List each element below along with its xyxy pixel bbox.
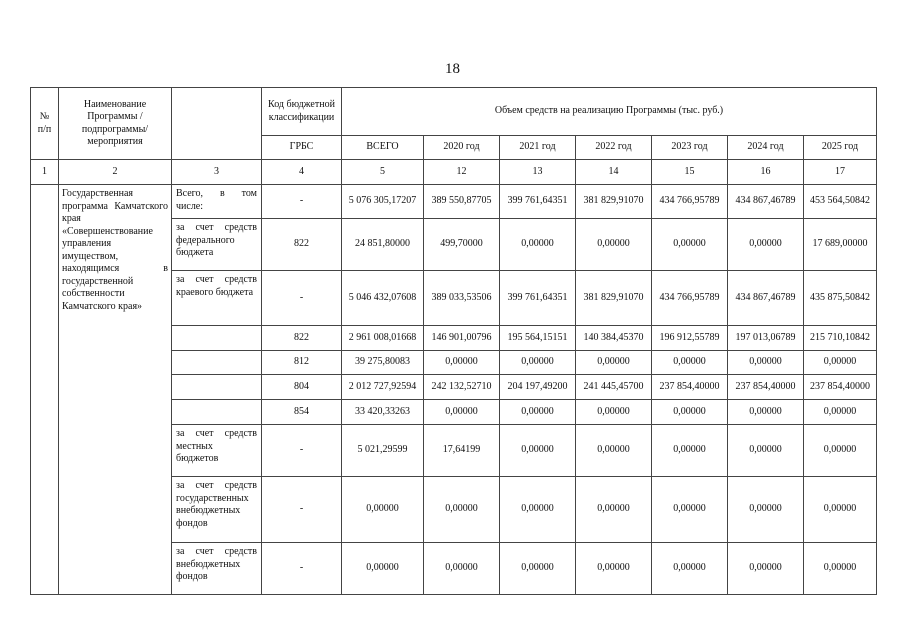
column-number: 4 — [262, 160, 342, 185]
total-value: 5 046 432,07608 — [342, 271, 424, 326]
grbs-code: 822 — [262, 326, 342, 351]
year-value: 0,00000 — [500, 219, 576, 271]
year-value: 0,00000 — [652, 477, 728, 543]
column-number: 16 — [728, 160, 804, 185]
grbs-code: - — [262, 185, 342, 219]
total-value: 33 420,33263 — [342, 400, 424, 425]
row-number-cell — [31, 185, 59, 595]
funding-source: за счет средств внебюджетных фондов — [172, 543, 262, 595]
budget-table — [30, 87, 877, 595]
funding-source: за счет средств государственных внебюджетных фондов — [172, 477, 262, 543]
year-value: 0,00000 — [728, 543, 804, 595]
year-value: 0,00000 — [728, 425, 804, 477]
year-value: 197 013,06789 — [728, 326, 804, 351]
grbs-code: 854 — [262, 400, 342, 425]
year-value: 434 867,46789 — [728, 271, 804, 326]
year-value: 215 710,10842 — [804, 326, 877, 351]
year-value: 0,00000 — [424, 543, 500, 595]
year-value: 0,00000 — [652, 543, 728, 595]
header-year: 2022 год — [576, 136, 652, 160]
year-value: 0,00000 — [576, 351, 652, 375]
year-value: 0,00000 — [576, 219, 652, 271]
header-grbs: ГРБС — [262, 136, 342, 160]
year-value: 0,00000 — [728, 351, 804, 375]
year-value: 237 854,40000 — [804, 375, 877, 400]
header-name: Наименование Программы /подпрограммы/ мероприятия — [59, 88, 172, 160]
header-code: Код бюджетной классификации — [262, 88, 342, 136]
page-number: 18 — [445, 61, 460, 77]
funding-source — [172, 400, 262, 425]
column-number: 13 — [500, 160, 576, 185]
column-number: 17 — [804, 160, 877, 185]
year-value: 499,70000 — [424, 219, 500, 271]
year-value: 0,00000 — [804, 477, 877, 543]
total-value: 2 012 727,92594 — [342, 375, 424, 400]
year-value: 237 854,40000 — [652, 375, 728, 400]
year-value: 0,00000 — [576, 477, 652, 543]
grbs-code: 812 — [262, 351, 342, 375]
year-value: 195 564,15151 — [500, 326, 576, 351]
year-value: 389 033,53506 — [424, 271, 500, 326]
column-number: 3 — [172, 160, 262, 185]
header-year: 2025 год — [804, 136, 877, 160]
year-value: 196 912,55789 — [652, 326, 728, 351]
grbs-code: - — [262, 477, 342, 543]
year-value: 0,00000 — [652, 219, 728, 271]
funding-source: за счет средств федерального бюджета — [172, 219, 262, 271]
total-value: 2 961 008,01668 — [342, 326, 424, 351]
header-year: 2020 год — [424, 136, 500, 160]
grbs-code: - — [262, 543, 342, 595]
year-value: 0,00000 — [424, 351, 500, 375]
funding-source: за счет средств местных бюджетов — [172, 425, 262, 477]
header-year: 2024 год — [728, 136, 804, 160]
funding-source — [172, 351, 262, 375]
column-number: 2 — [59, 160, 172, 185]
year-value: 0,00000 — [804, 425, 877, 477]
grbs-code: 822 — [262, 219, 342, 271]
year-value: 0,00000 — [500, 400, 576, 425]
year-value: 0,00000 — [652, 351, 728, 375]
year-value: 241 445,45700 — [576, 375, 652, 400]
year-value: 434 766,95789 — [652, 185, 728, 219]
year-value: 0,00000 — [652, 425, 728, 477]
year-value: 399 761,64351 — [500, 271, 576, 326]
grbs-code: - — [262, 425, 342, 477]
column-number: 1 — [31, 160, 59, 185]
total-value: 0,00000 — [342, 543, 424, 595]
year-value: 0,00000 — [652, 400, 728, 425]
year-value: 204 197,49200 — [500, 375, 576, 400]
year-value: 17,64199 — [424, 425, 500, 477]
year-value: 0,00000 — [728, 400, 804, 425]
year-value: 146 901,00796 — [424, 326, 500, 351]
funding-source: Всего, в том числе: — [172, 185, 262, 219]
funding-source — [172, 326, 262, 351]
header-year: 2023 год — [652, 136, 728, 160]
year-value: 0,00000 — [500, 351, 576, 375]
total-value: 5 076 305,17207 — [342, 185, 424, 219]
header-empty — [172, 88, 262, 160]
funding-source: за счет средств краевого бюджета — [172, 271, 262, 326]
year-value: 0,00000 — [424, 400, 500, 425]
header-volume: Объем средств на реализацию Программы (тыс. руб.) — [342, 88, 877, 136]
year-value: 0,00000 — [424, 477, 500, 543]
year-value: 0,00000 — [576, 543, 652, 595]
year-value: 0,00000 — [804, 400, 877, 425]
total-value: 39 275,80083 — [342, 351, 424, 375]
year-value: 0,00000 — [804, 543, 877, 595]
year-value: 381 829,91070 — [576, 271, 652, 326]
header-no: № п/п — [31, 88, 59, 160]
year-value: 0,00000 — [728, 477, 804, 543]
total-value: 24 851,80000 — [342, 219, 424, 271]
grbs-code: 804 — [262, 375, 342, 400]
year-value: 0,00000 — [728, 219, 804, 271]
year-value: 381 829,91070 — [576, 185, 652, 219]
header-total: ВСЕГО — [342, 136, 424, 160]
grbs-code: - — [262, 271, 342, 326]
year-value: 453 564,50842 — [804, 185, 877, 219]
year-value: 237 854,40000 — [728, 375, 804, 400]
year-value: 0,00000 — [500, 543, 576, 595]
year-value: 399 761,64351 — [500, 185, 576, 219]
column-number: 15 — [652, 160, 728, 185]
total-value: 5 021,29599 — [342, 425, 424, 477]
column-number: 5 — [342, 160, 424, 185]
year-value: 0,00000 — [500, 425, 576, 477]
year-value: 0,00000 — [500, 477, 576, 543]
year-value: 389 550,87705 — [424, 185, 500, 219]
year-value: 242 132,52710 — [424, 375, 500, 400]
program-name: Государственная программа Камчатского края «Совершенствование управления имуществом, находящимся в государственной собственности Камчатского края» — [59, 185, 172, 595]
year-value: 140 384,45370 — [576, 326, 652, 351]
year-value: 0,00000 — [804, 351, 877, 375]
header-year: 2021 год — [500, 136, 576, 160]
year-value: 435 875,50842 — [804, 271, 877, 326]
year-value: 0,00000 — [576, 400, 652, 425]
year-value: 434 766,95789 — [652, 271, 728, 326]
column-number: 14 — [576, 160, 652, 185]
year-value: 0,00000 — [576, 425, 652, 477]
funding-source — [172, 375, 262, 400]
total-value: 0,00000 — [342, 477, 424, 543]
year-value: 17 689,00000 — [804, 219, 877, 271]
year-value: 434 867,46789 — [728, 185, 804, 219]
table-row — [31, 185, 877, 219]
column-number: 12 — [424, 160, 500, 185]
